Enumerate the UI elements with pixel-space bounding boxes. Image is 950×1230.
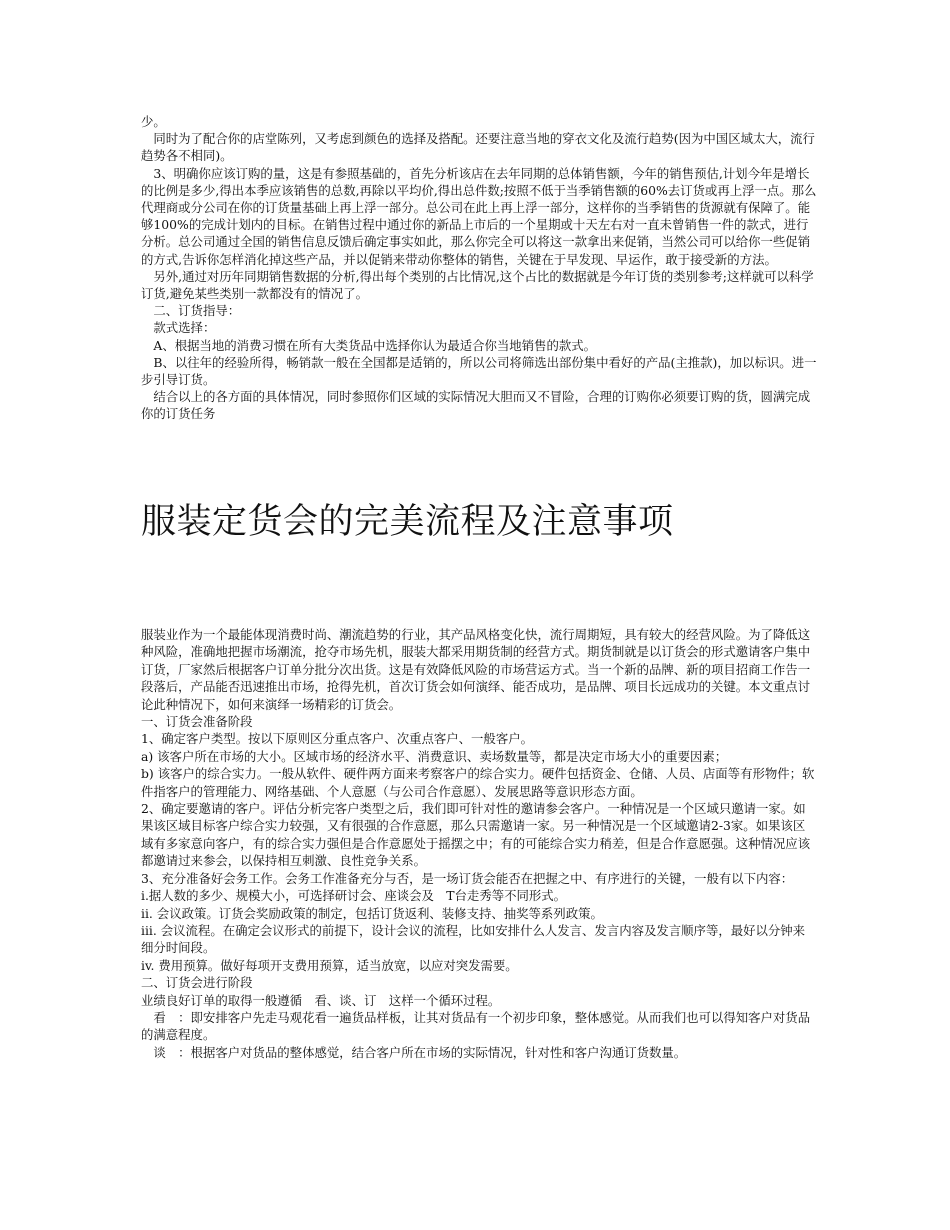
paragraph-invite-customers: 2、确定要邀请的客户。评估分析完客户类型之后，我们即可针对性的邀请参会客户。一种情况是一个区域只邀请一家。如果该区域目标客户综合实力较强，又有很强的合作意愿，那么只需邀请一家。另一种情况是一个区域邀请2-3家。如果该区域有多家意向客户，有的综合实力强但是合作意愿处于摇摆之中；有的可能综合实力稍差，但是合作意愿强。这种情况应该都邀请过来参会，以保持相互刺激、良性竞争关系。	[141, 801, 811, 869]
list-item-format: i.据人数的多少、规模大小，可选择研讨会、座谈会及 T台走秀等不同形式。	[141, 888, 567, 904]
paragraph-cycle: 业绩良好订单的取得一般遵循 看、谈、订 这样一个循环过程。	[141, 992, 501, 1008]
paragraph-market-size: a) 该客户所在市场的大小。区域市场的经济水平、消费意识、卖场数量等，都是决定市场大小的重要因素；	[141, 748, 728, 764]
heading-ordering-guidance: 二、订货指导：	[141, 303, 241, 319]
heading-style-selection: 款式选择：	[141, 320, 216, 336]
heading-execution-stage: 二、订货会进行阶段	[141, 975, 253, 991]
article-body	[141, 626, 816, 1061]
paragraph-fragment: 少。	[141, 114, 166, 129]
list-item-policy: ii. 会议政策。订货会奖励政策的制定，包括订货返利、装修支持、抽奖等系列政策。	[141, 905, 603, 921]
paragraph-conclusion: 结合以上的各方面的具体情况，同时参照你们区域的实际情况大胆而又不冒险，合理的订购你必须要订购的货，圆满完成你的订货任务	[141, 389, 811, 422]
paragraph-customer-type: 1、确定客户类型。按以下原则区分重点客户、次重点客户、一般客户。	[141, 731, 533, 747]
paragraph-point-b: B、以往年的经验所得，畅销款一般在全国都是适销的，所以公司将筛选出部份集中看好的产品(主推款)，加以标识。进一步引导订货。	[141, 354, 817, 388]
paragraph-customer-strength: b) 该客户的综合实力。一般从软件、硬件两方面来考察客户的综合实力。硬件包括资金、仓储、人员、店面等有形物件；软件指客户的管理能力、网络基础、个人意愿（与公司合作意愿）、发展思路等意识形态方面。	[141, 766, 815, 799]
list-item-budget: iv. 费用预算。做好每项开支费用预算，适当放宽，以应对突发需要。	[141, 957, 518, 973]
paragraph-intro: 服装业作为一个最能体现消费时尚、潮流趋势的行业，其产品风格变化快，流行周期短，具有较大的经营风险。为了降低这种风险，准确地把握市场潮流，抢夺市场先机，服装大都采用期货制的经营方式。期货制就是以订货会的形式邀请客户集中订货，厂家然后根据客户订单分批分次出货。这是有效降低风险的市场营运方式。当一个新的品牌、新的项目招商工作告一段落后，产品能否迅速推出市场，抢得先机，首次订货会如何演绎、能否成功，是品牌、项目长远成功的关键。本文重点讨论此种情况下，如何来演绎一场精彩的订货会。	[141, 627, 811, 712]
paragraph-order-quantity: 3、明确你应该订购的量，这是有参照基础的，首先分析该店在去年同期的总体销售额，今年的销售预估,计划今年是增长的比例是多少,得出本季应该销售的总数,再除以平均价,得出总件数;按照不低于当季销售额的60%去订货或再上浮一点。那么代理商或分公司在你的订货量基础上再上浮一部分。总公司在此上再上浮一部分，这样你的当季销售的货源就有保障了。能够100%的完成计划内的目标。在销售过程中通过你的新品上市后的一个星期或十天左右对一直未曾销售一件的款式，进行分析。总公司通过全国的销售信息反馈后确定事实如此，那么你完全可以将这一款拿出来促销，当然公司可以给你一些促销的方式,告诉你怎样消化掉这些产品，并以促销来带动你整体的销售，关键在于早发现、早运作，敢于接受新的方法。	[141, 165, 817, 267]
paragraph-point-a: A、根据当地的消费习惯在所有大类货品中选择你认为最适合你当地销售的款式。	[141, 337, 597, 353]
paragraph-talk: 谈 ：根据客户对货品的整体感觉，结合客户所在市场的实际情况，针对性和客户沟通订货数量。	[141, 1044, 687, 1060]
paragraph-meeting-prep: 3、充分准备好会务工作。会务工作准备充分与否，是一场订货会能否在把握之中、有序进行的关键，一般有以下内容：	[141, 870, 794, 886]
ordering-guide-section	[141, 113, 817, 423]
paragraph-category-ratio: 另外,通过对历年同期销售数据的分析,得出每个类别的占比情况,这个占比的数据就是今年订货的类别参考;这样就可以科学订货,避免某些类别一款都没有的情况了。	[141, 268, 814, 302]
paragraph-display-color: 同时为了配合你的店堂陈列，又考虑到颜色的选择及搭配。还要注意当地的穿衣文化及流行趋势(因为中国区域太大，流行趋势各不相同)。	[141, 131, 815, 164]
paragraph-look: 看 ：即安排客户先走马观花看一遍货品样板，让其对货品有一个初步印象，整体感觉。从而我们也可以得知客户对货品的满意程度。	[141, 1009, 811, 1043]
article-title: 服装定货会的完美流程及注意事项	[141, 502, 674, 542]
list-item-process: iii. 会议流程。在确定会议形式的前提下，设计会议的流程，比如安排什么人发言、发言内容及发言顺序等，最好以分钟来细分时间段。	[141, 922, 806, 956]
heading-preparation-stage: 一、订货会准备阶段	[141, 714, 253, 730]
